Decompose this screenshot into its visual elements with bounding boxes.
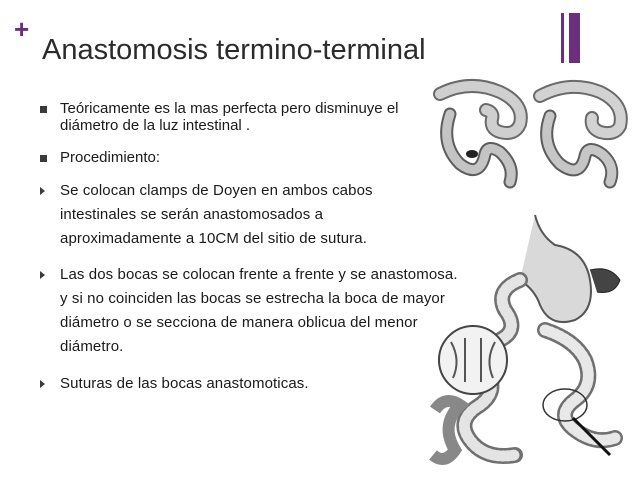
bullet-text: Suturas de las bocas anastomoticas.	[60, 375, 309, 392]
bullet-text: Teóricamente es la mas perfecta pero disminuye el diámetro de la luz intestinal .	[60, 100, 399, 134]
bullet-item	[40, 100, 460, 134]
triangle-bullet-icon	[40, 271, 45, 279]
plus-icon: +	[14, 14, 30, 44]
bullet-text: Se colocan clamps de Doyen en ambos cabos intestinales se serán anastomosados a aproximadamente a 10CM del sitio de sutura.	[60, 182, 373, 247]
triangle-bullet-icon	[40, 187, 45, 195]
bullet-list	[40, 100, 460, 396]
bullet-item	[40, 179, 435, 251]
bullet-item	[40, 149, 460, 166]
square-bullet-icon	[40, 106, 47, 113]
intestine-anastomosis-before-illustration	[430, 74, 630, 194]
slide-title: Anastomosis termino-terminal	[42, 34, 426, 66]
square-bullet-icon	[40, 155, 47, 162]
bullet-text: Procedimiento:	[60, 149, 161, 166]
bullet-item	[40, 263, 465, 359]
triangle-bullet-icon	[40, 380, 45, 388]
bullet-text: Las dos bocas se colocan frente a frente y se anastomosa. y si no coinciden las bocas se estrecha la boca de mayor diámetro o se secciona de manera oblicua del menor diámetro.	[60, 266, 458, 355]
bullet-item	[40, 372, 460, 396]
